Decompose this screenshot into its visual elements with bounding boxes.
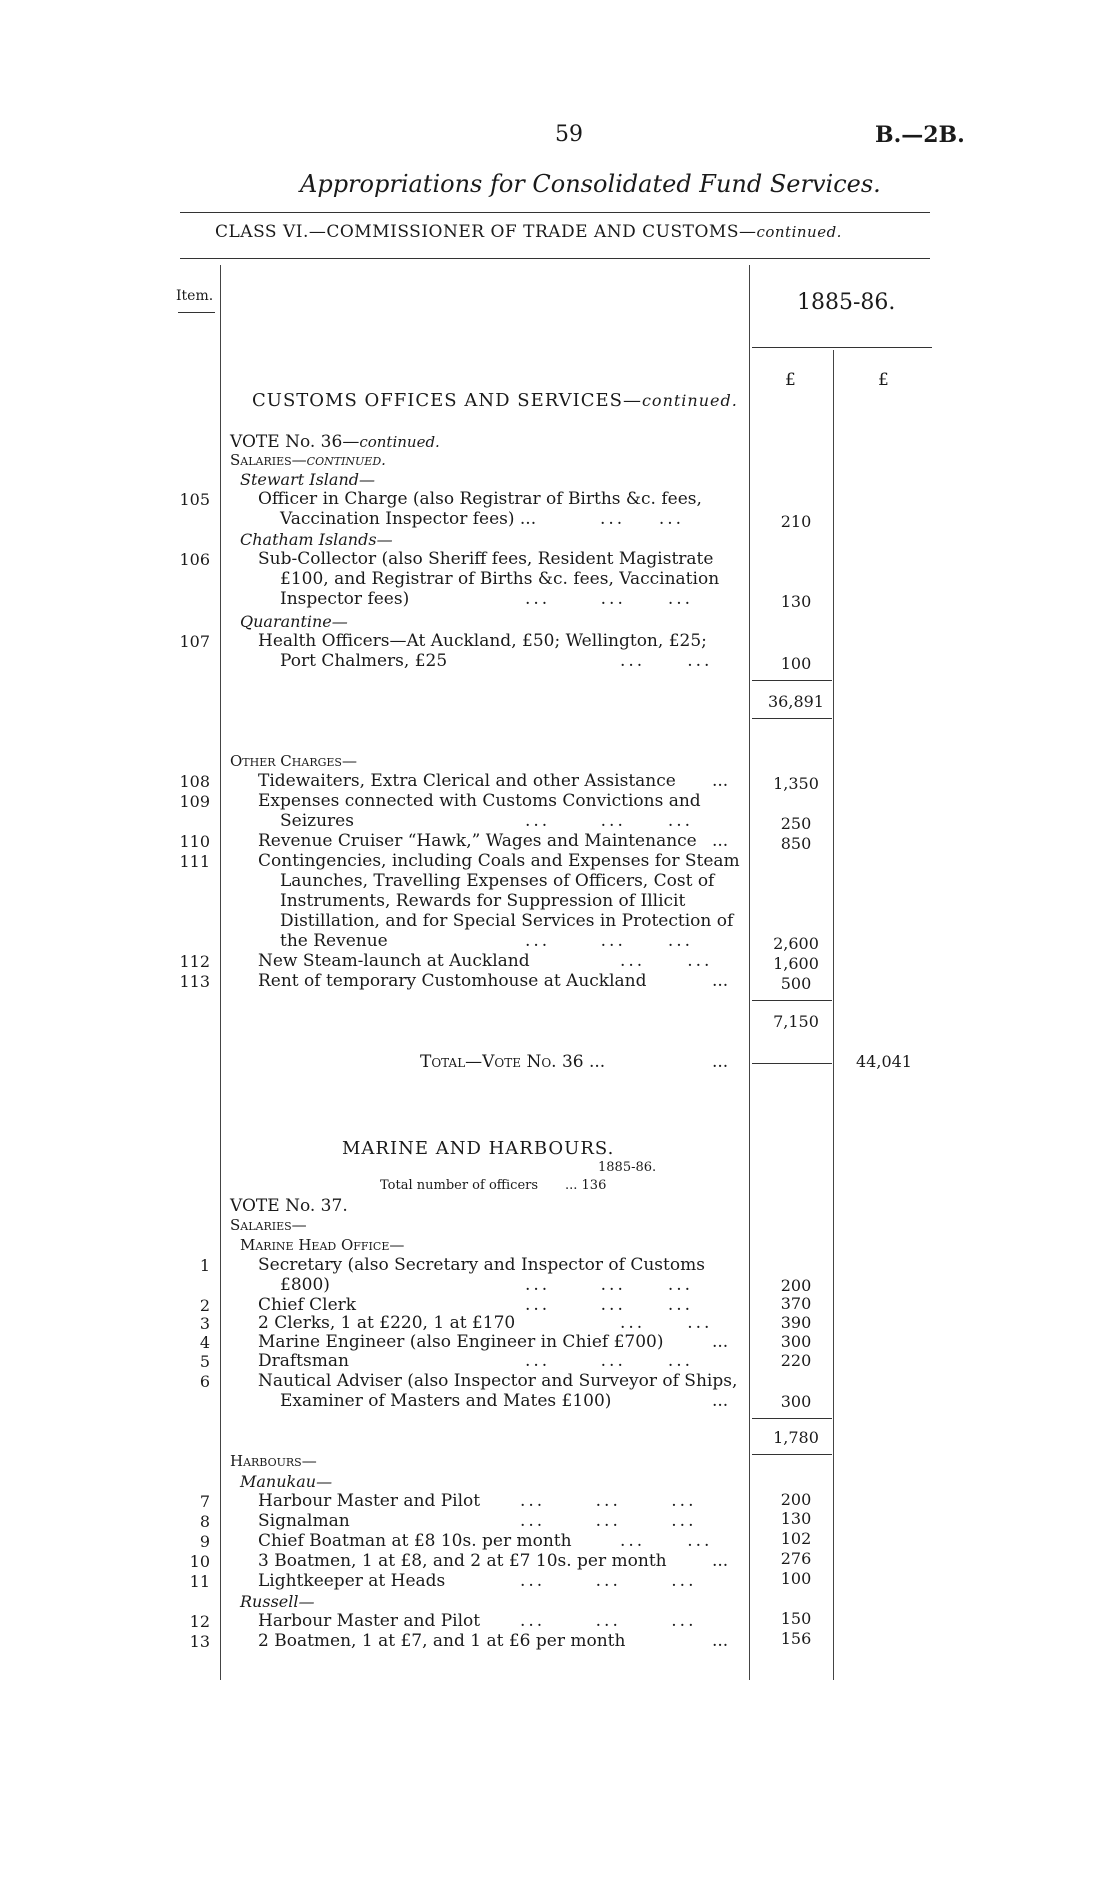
amount-110: 850 <box>780 834 812 853</box>
amount-105: 210 <box>780 512 812 531</box>
amount-112: 1,600 <box>773 954 819 973</box>
vote-36-text: VOTE No. 36— <box>230 432 360 452</box>
row-3-text: 2 Clerks, 1 at £220, 1 at £170 <box>258 1313 516 1333</box>
leader-dots: ... <box>712 971 729 991</box>
amount-108: 1,350 <box>773 774 819 793</box>
amount-109: 250 <box>780 814 812 833</box>
amount-113: 500 <box>780 974 812 993</box>
leader-dots: ... ... ... <box>525 931 694 951</box>
row-112-text: New Steam-launch at Auckland <box>258 951 530 971</box>
row-106-line2: £100, and Registrar of Births &c. fees, Vaccination <box>280 569 720 589</box>
leader-dots: ... <box>712 1332 729 1352</box>
leader-dots: ... <box>712 1551 729 1571</box>
leader-dots: ... <box>712 1631 729 1651</box>
stewart-island-label: Stewart Island— <box>240 470 375 489</box>
item-13: 13 <box>189 1632 210 1651</box>
row-11-text: Lightkeeper at Heads <box>258 1571 446 1591</box>
page-number: 59 <box>555 122 583 147</box>
row-105-line2: Vaccination Inspector fees) ... <box>280 509 537 529</box>
leader-dots: ... ... ... <box>525 1295 694 1315</box>
leader-dots: ... <box>712 1052 729 1072</box>
item-3: 3 <box>199 1314 210 1333</box>
salaries-cont: continued. <box>306 451 386 469</box>
item-107: 107 <box>179 632 210 651</box>
year-header-rule <box>752 347 932 348</box>
leader-dots: ... ... ... <box>520 1491 697 1511</box>
item-header-rule <box>178 312 215 313</box>
salaries-text: Salaries— <box>230 451 307 469</box>
row-107-line2: Port Chalmers, £25 <box>280 651 448 671</box>
item-110: 110 <box>179 832 210 851</box>
vote-36-total-label: Total—Vote No. 36 ... <box>420 1052 606 1072</box>
vote-36-total: 44,041 <box>856 1052 912 1071</box>
year-column-header: 1885-86. <box>797 290 896 315</box>
leader-dots: ... ... ... <box>525 811 694 831</box>
row-113-text: Rent of temporary Customhouse at Auckland <box>258 971 647 991</box>
pound-sign-2: £ <box>878 370 889 390</box>
row-8-text: Signalman <box>258 1511 350 1531</box>
amount-106: 130 <box>780 592 812 611</box>
chatham-islands-label: Chatham Islands— <box>240 530 393 549</box>
amount-2: 370 <box>780 1294 812 1313</box>
item-5: 5 <box>199 1352 210 1371</box>
row-107-line1: Health Officers—At Auckland, £50; Wellington, £25; <box>258 631 707 651</box>
salaries-subtotal: 36,891 <box>768 692 824 711</box>
item-8: 8 <box>199 1512 210 1531</box>
amount-3: 390 <box>780 1313 812 1332</box>
row-12-text: Harbour Master and Pilot <box>258 1611 481 1631</box>
amount-1: 200 <box>780 1276 812 1295</box>
salaries-cont-label <box>230 451 386 469</box>
row-111-line3: Instruments, Rewards for Suppression of Illicit <box>280 891 686 911</box>
amount-6: 300 <box>780 1392 812 1411</box>
row-110-text: Revenue Cruiser “Hawk,” Wages and Maintenance <box>258 831 697 851</box>
subtotal-rule <box>752 1418 832 1419</box>
amount-11: 100 <box>780 1569 812 1588</box>
marine-heading: MARINE AND HARBOURS. <box>342 1138 615 1159</box>
leader-dots: ... ... ... <box>520 1571 697 1591</box>
row-5-text: Draftsman <box>258 1351 349 1371</box>
manukau-label: Manukau— <box>240 1472 333 1491</box>
russell-label: Russell— <box>240 1592 315 1611</box>
leader-dots: ... <box>712 831 729 851</box>
vote-36-label <box>230 432 440 452</box>
row-106-line1: Sub-Collector (also Sheriff fees, Resident Magistrate <box>258 549 714 569</box>
vote-37-label: VOTE No. 37. <box>230 1196 348 1216</box>
total-divider <box>833 350 834 1680</box>
leader-dots: ... <box>712 771 729 791</box>
row-6-line2: Examiner of Masters and Mates £100) <box>280 1391 612 1411</box>
amount-111: 2,600 <box>773 934 819 953</box>
row-108-text: Tidewaiters, Extra Clerical and other Assistance <box>258 771 676 791</box>
row-109-line2: Seizures <box>280 811 354 831</box>
marine-year: 1885-86. <box>598 1160 657 1175</box>
class-heading-cont: continued. <box>756 223 842 241</box>
item-113: 113 <box>179 972 210 991</box>
amount-5: 220 <box>780 1351 812 1370</box>
harbours-label: Harbours— <box>230 1452 317 1470</box>
amount-8: 130 <box>780 1509 812 1528</box>
item-108: 108 <box>179 772 210 791</box>
amount-107: 100 <box>780 654 812 673</box>
class-heading <box>215 222 842 242</box>
marine-salaries-label: Salaries— <box>230 1216 307 1234</box>
leader-dots: ... ... <box>620 1313 713 1333</box>
subtotal-rule-bottom <box>752 718 832 719</box>
row-109-line1: Expenses connected with Customs Convictions and <box>258 791 701 811</box>
item-1: 1 <box>199 1256 210 1275</box>
leader-dots: ... ... ... <box>525 1351 694 1371</box>
leader-dots: ... ... <box>620 951 713 971</box>
pound-sign-1: £ <box>785 370 796 390</box>
amount-divider <box>749 265 750 1680</box>
item-11: 11 <box>189 1572 210 1591</box>
item-10: 10 <box>189 1552 210 1571</box>
row-13-text: 2 Boatmen, 1 at £7, and 1 at £6 per month <box>258 1631 626 1651</box>
subtotal-rule-bottom <box>752 1454 832 1455</box>
row-2-text: Chief Clerk <box>258 1295 357 1315</box>
row-10-text: 3 Boatmen, 1 at £8, and 2 at £7 10s. per month <box>258 1551 667 1571</box>
leader-dots: ... ... ... <box>520 1611 697 1631</box>
row-1-line1: Secretary (also Secretary and Inspector of Customs <box>258 1255 705 1275</box>
row-4-text: Marine Engineer (also Engineer in Chief £700) <box>258 1332 664 1352</box>
amount-13: 156 <box>780 1629 812 1648</box>
item-9: 9 <box>199 1532 210 1551</box>
item-6: 6 <box>199 1372 210 1391</box>
amount-7: 200 <box>780 1490 812 1509</box>
item-12: 12 <box>189 1612 210 1631</box>
customs-heading-cont: continued. <box>641 391 738 410</box>
subtotal-rule <box>752 1000 832 1001</box>
page-title: Appropriations for Consolidated Fund Services. <box>300 170 881 198</box>
other-charges-label: Other Charges— <box>230 752 357 770</box>
subtotal-rule <box>752 680 832 681</box>
leader-dots: ... ... ... <box>525 589 694 609</box>
row-111-line1: Contingencies, including Coals and Expenses for Steam <box>258 851 740 871</box>
item-7: 7 <box>199 1492 210 1511</box>
leader-dots: ... ... <box>620 651 713 671</box>
item-4: 4 <box>199 1333 210 1352</box>
leader-dots: ... ... <box>620 1531 713 1551</box>
leader-dots: ... ... <box>600 509 685 529</box>
amount-10: 276 <box>780 1549 812 1568</box>
item-111: 111 <box>179 852 210 871</box>
row-111-line2: Launches, Travelling Expenses of Officers, Cost of <box>280 871 715 891</box>
row-6-line1: Nautical Adviser (also Inspector and Surveyor of Ships, <box>258 1371 738 1391</box>
class-rule <box>180 258 930 259</box>
item-106: 106 <box>179 550 210 569</box>
item-2: 2 <box>199 1296 210 1315</box>
leader-dots: ... ... ... <box>525 1275 694 1295</box>
item-109: 109 <box>179 792 210 811</box>
customs-heading <box>252 390 738 411</box>
item-105: 105 <box>179 490 210 509</box>
leader-dots: ... ... ... <box>520 1511 697 1531</box>
item-divider <box>220 265 221 1680</box>
head-office-subtotal: 1,780 <box>773 1428 819 1447</box>
amount-12: 150 <box>780 1609 812 1628</box>
head-office-label: Marine Head Office— <box>240 1236 405 1254</box>
other-charges-subtotal: 7,150 <box>773 1012 819 1031</box>
row-1-line2: £800) <box>280 1275 330 1295</box>
quarantine-label: Quarantine— <box>240 612 348 631</box>
row-106-line3: Inspector fees) <box>280 589 410 609</box>
document-reference: B.—2B. <box>875 122 965 148</box>
officers-label: Total number of officers <box>380 1178 539 1193</box>
row-111-line5: the Revenue <box>280 931 388 951</box>
vote-36-cont: continued. <box>359 433 440 451</box>
leader-dots: ... <box>712 1391 729 1411</box>
class-heading-text: CLASS VI.—COMMISSIONER OF TRADE AND CUSTOMS— <box>215 222 757 242</box>
row-105-line1: Officer in Charge (also Registrar of Births &c. fees, <box>258 489 702 509</box>
item-112: 112 <box>179 952 210 971</box>
officers-value: ... 136 <box>565 1178 607 1193</box>
row-9-text: Chief Boatman at £8 10s. per month <box>258 1531 572 1551</box>
row-7-text: Harbour Master and Pilot <box>258 1491 481 1511</box>
item-column-header: Item. <box>176 288 214 304</box>
amount-9: 102 <box>780 1529 812 1548</box>
amount-4: 300 <box>780 1332 812 1351</box>
total-dash <box>752 1063 832 1064</box>
top-rule <box>180 212 930 213</box>
row-111-line4: Distillation, and for Special Services in Protection of <box>280 911 734 931</box>
customs-heading-text: CUSTOMS OFFICES AND SERVICES— <box>252 390 642 411</box>
